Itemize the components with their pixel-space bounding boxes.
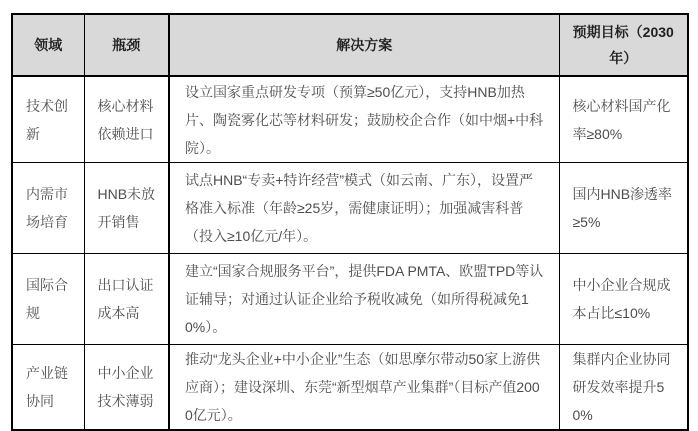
cell-domain: 内需市场培育 xyxy=(12,163,84,254)
header-domain: 领域 xyxy=(12,14,84,76)
cell-target: 中小企业合规成本占比≤10% xyxy=(559,254,688,345)
cell-solution: 建立“国家合规服务平台”，提供FDA PMTA、欧盟TPD等认证辅导；对通过认证企业给予税收减免（如所得税减免10%）。 xyxy=(169,254,559,345)
table-header-row xyxy=(12,14,688,76)
cell-bottleneck: 中小企业技术薄弱 xyxy=(84,345,169,431)
cell-bottleneck: HNB未放开销售 xyxy=(84,163,169,254)
table-row xyxy=(12,163,688,254)
header-target: 预期目标（2030年） xyxy=(559,14,688,76)
cell-domain: 国际合规 xyxy=(12,254,84,345)
cell-domain: 产业链协同 xyxy=(12,345,84,431)
cell-target: 集群内企业协同研发效率提升50% xyxy=(559,345,688,431)
policy-table xyxy=(11,13,689,431)
cell-solution: 推动“龙头企业+中小企业”生态（如思摩尔带动50家上游供应商）；建设深圳、东莞“新型烟草产业集群”（目标产值2000亿元）。 xyxy=(169,345,559,431)
cell-solution: 设立国家重点研发专项（预算≥50亿元），支持HNB加热片、陶瓷雾化芯等材料研发；鼓励校企合作（如中烟+中科院）。 xyxy=(169,76,559,163)
cell-target: 核心材料国产化率≥80% xyxy=(559,76,688,163)
cell-solution: 试点HNB“专卖+特许经营”模式（如云南、广东），设置严格准入标准（年龄≥25岁，需健康证明）；加强减害科普（投入≥10亿元/年）。 xyxy=(169,163,559,254)
cell-bottleneck: 核心材料依赖进口 xyxy=(84,76,169,163)
table-row xyxy=(12,254,688,345)
header-bottleneck: 瓶颈 xyxy=(84,14,169,76)
cell-bottleneck: 出口认证成本高 xyxy=(84,254,169,345)
table-row xyxy=(12,345,688,431)
header-solution: 解决方案 xyxy=(169,14,559,76)
cell-target: 国内HNB渗透率≥5% xyxy=(559,163,688,254)
cell-domain: 技术创新 xyxy=(12,76,84,163)
table-row xyxy=(12,76,688,163)
